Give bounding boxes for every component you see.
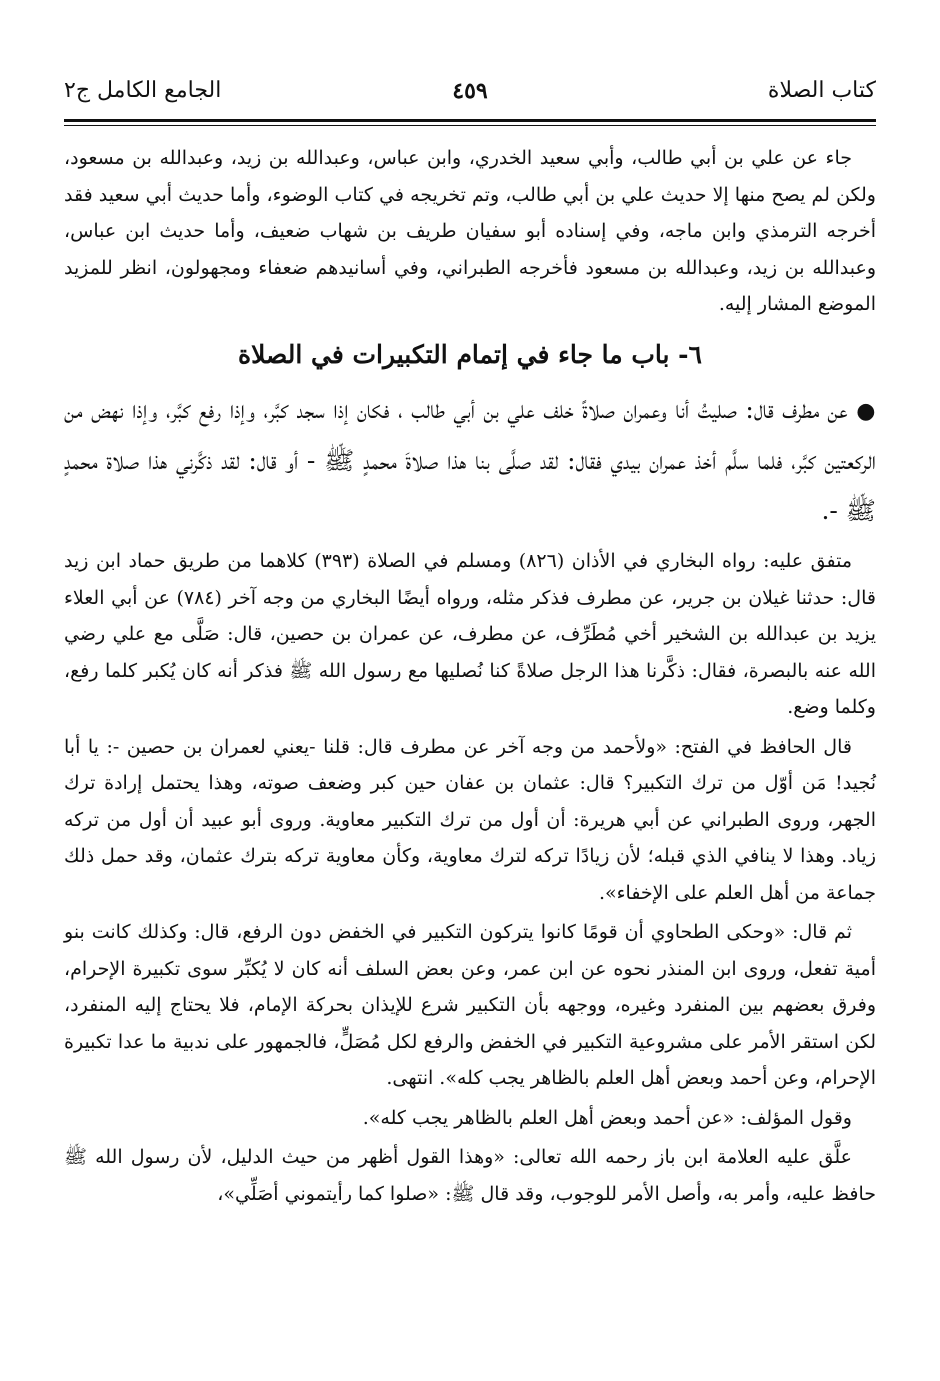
page-header <box>64 78 876 112</box>
header-rule-thin <box>64 125 876 126</box>
ibn-baz-paragraph: علَّق عليه العلامة ابن باز رحمه الله تعالى: «وهذا القول أظهر من حيث الدليل، لأن رسول الله ﷺ حافظ عليه، وأمر به، وأصل الأمر للوجوب، وقد قال ﷺ: «صلوا كما رأيتموني أصَلِّي»، <box>64 1146 876 1205</box>
author-paragraph: وقول المؤلف: «عن أحمد وبعض أهل العلم بالظاهر يجب كله». <box>362 1106 852 1129</box>
takhrij-paragraph: متفق عليه: رواه البخاري في الأذان (٨٢٦) ومسلم في الصلاة (٣٩٣) كلاهما من طريق حماد ابن زيد قال: حدثنا غيلان بن جرير، عن مطرف فذكر مثله، ورواه أيضًا البخاري من وجه آخر (٧٨٤) عن أبي العلاء يزيد بن عبدالله بن الشخير أخي مُطَرِّف، عن مطرف، عن عمران بن حصين، قال: صَلَّى مع علي رضي الله عنه بالبصرة، فقال: ذكَّرنا هذا الرجل صلاةً كنا نُصليها مع رسول الله ﷺ فذكر أنه كان يُكبر كلما رفع، وكلما وضع. <box>64 550 876 718</box>
page-body <box>64 140 876 1212</box>
hadith-paragraph <box>64 385 876 536</box>
fath-paragraph: قال الحافظ في الفتح: «ولأحمد من وجه آخر عن مطرف قال: قلنا -يعني لعمران بن حصين -: يا أبا نُجيد! مَن أوّل من ترك التكبير؟ قال: عثمان بن عفان حين كبر وضعف صوته، وهذا يحتمل إرادة ترك الجهر، وروى الطبراني عن أبي هريرة: أن أول من ترك التكبير معاوية. وروى أبو عبيد أن أول من تركه زياد. وهذا لا ينافي الذي قبله؛ لأن زيادًا تركه لترك معاوية، وكأن معاوية تركه بترك عثمان، وقد حمل ذلك جماعة من أهل العلم على الإخفاء». <box>64 735 876 904</box>
tahawi-paragraph: ثم قال: «وحكى الطحاوي أن قومًا كانوا يتركون التكبير في الخفض دون الرفع، قال: وكذلك كانت بنو أمية تفعل، وروى ابن المنذر نحوه عن ابن عمر، وعن بعض السلف أنه كان لا يُكبِّر سوى تكبيرة الإحرام، وفرق بعضهم بين المنفرد وغيره، ووجهه بأن التكبير شرع للإيذان بحركة الإمام، فلا يحتاج إليه المنفرد، لكن استقر الأمر على مشروعية التكبير في الخفض والرفع لكل مُصَلٍّ، فالجمهور على ندبية ما عدا تكبيرة الإحرام، وعن أحمد وبعض أهل العلم بالظاهر يجب كله». انتهى. <box>64 921 876 1089</box>
header-book-section: كتاب الصلاة <box>767 78 876 103</box>
header-book-title: الجامع الكامل ج٢ <box>64 78 222 103</box>
hadith-text: عن مطرف قال: صليتُ أنا وعمران صلاةً خلف علي بن أبي طالب ، فكان إذا سجد كبَّر، وإذا رفع كبَّر، وإذا نهض من الركعتين كبَّر، فلما سلَّم أخذ عمران بيدي فقال: لقد صلَّى بنا هذا صلاةَ محمدٍ ﷺ - أو قال: لقد ذكَّرني هذا صلاة محمدٍ ﷺ -. <box>64 394 876 525</box>
intro-paragraph: جاء عن علي بن أبي طالب، وأبي سعيد الخدري، وابن عباس، وعبدالله بن زيد، وعبدالله بن مسعود، ولكن لم يصح منها إلا حديث علي بن أبي طالب، وتم تخريجه في كتاب الوضوء، وأما حديث أبي سعيد فقد أخرجه الترمذي وابن ماجه، وفي إسناده أبو سفيان طريف بن شهاب ضعيف، وأما حديث ابن عباس، وعبدالله بن زيد، وعبدالله بن مسعود فأخرجه الطبراني، وفي أسانيدهم ضعفاء ومجهولون، انظر للمزيد الموضع المشار إليه. <box>64 147 876 315</box>
bullet-icon: ● <box>856 398 876 424</box>
header-page-number: ٤٥٩ <box>452 78 488 104</box>
header-rule-thick <box>64 119 876 122</box>
chapter-title: ٦- باب ما جاء في إتمام التكبيرات في الصلاة <box>238 339 702 369</box>
